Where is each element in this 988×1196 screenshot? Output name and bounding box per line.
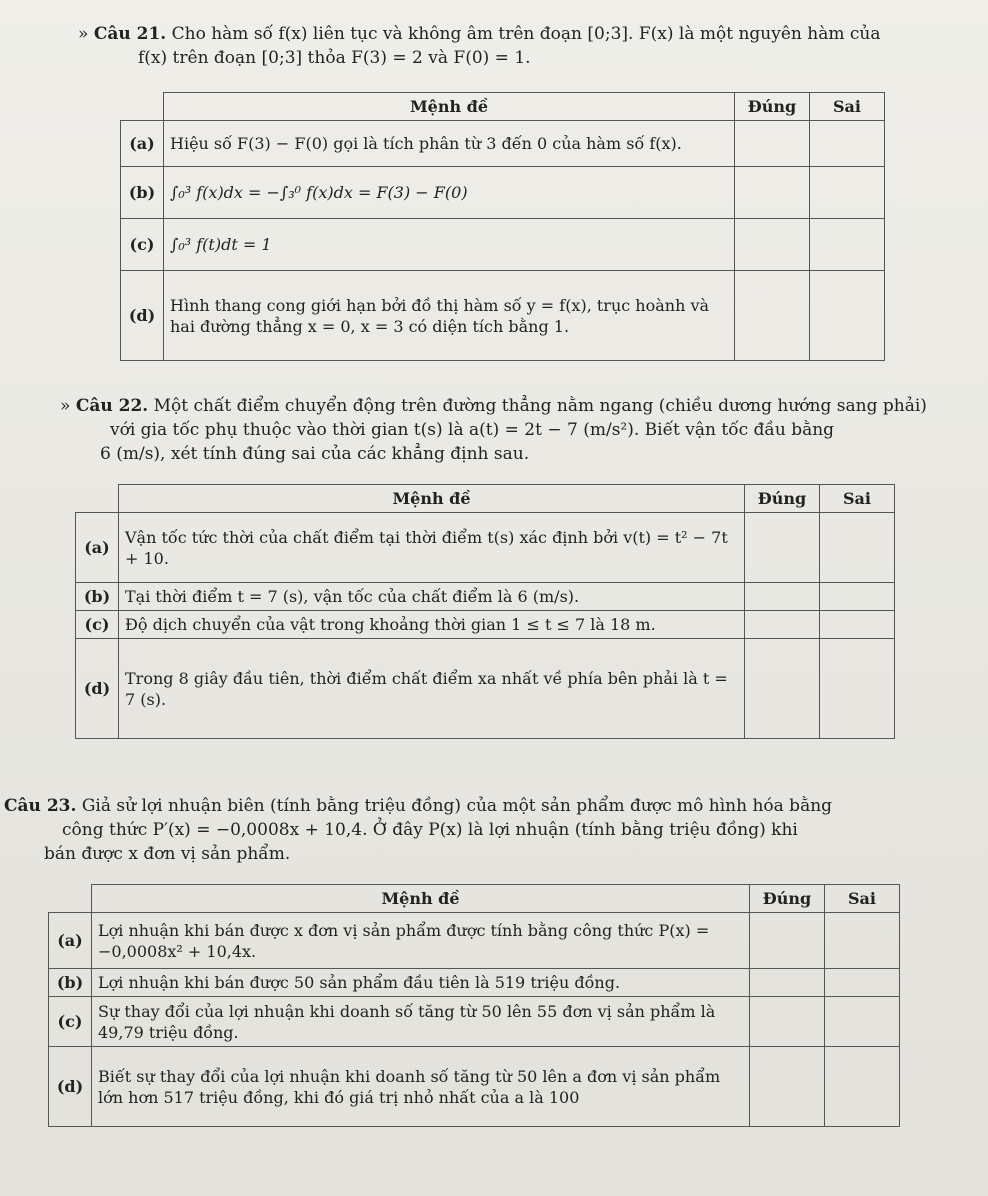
row-statement: Tại thời điểm t = 7 (s), vận tốc của chất điểm là 6 (m/s).	[119, 583, 745, 611]
question-22-table	[75, 484, 895, 739]
header-statement: Mệnh đề	[164, 93, 735, 121]
row-label: (b)	[76, 583, 119, 611]
question-21-label: Câu 21.	[93, 24, 167, 44]
table-row	[121, 219, 885, 271]
question-22-line2: với gia tốc phụ thuộc vào thời gian t(s) là a(t) = 2t − 7 (m/s²). Biết vận tốc đầu bằng	[110, 420, 835, 440]
false-checkbox-cell[interactable]	[820, 583, 895, 611]
row-statement: Trong 8 giây đầu tiên, thời điểm chất điểm xa nhất về phía bên phải là t = 7 (s).	[119, 639, 745, 739]
true-checkbox-cell[interactable]	[735, 167, 810, 219]
table-header	[121, 93, 885, 121]
row-statement: Hình thang cong giới hạn bởi đồ thị hàm số y = f(x), trục hoành và hai đường thẳng x = 0, x = 3 có diện tích bằng 1.	[164, 271, 735, 361]
row-label: (b)	[49, 969, 92, 997]
header-statement: Mệnh đề	[92, 885, 750, 913]
table-header	[76, 485, 895, 513]
true-checkbox-cell[interactable]	[750, 1047, 825, 1127]
question-21: » Câu 21. Cho hàm số f(x) liên tục và không âm trên đoạn [0;3]. F(x) là một nguyên hàm của f(x) trên đoạn [0;3] thỏa F(3) = 2 và F(0) = 1.	[78, 24, 881, 68]
table-row	[76, 513, 895, 583]
header-statement: Mệnh đề	[119, 485, 745, 513]
row-statement: Lợi nhuận khi bán được 50 sản phẩm đầu tiên là 519 triệu đồng.	[92, 969, 750, 997]
row-label: (c)	[121, 219, 164, 271]
false-checkbox-cell[interactable]	[820, 611, 895, 639]
table-row	[49, 1047, 900, 1127]
true-checkbox-cell[interactable]	[745, 611, 820, 639]
row-statement: Hiệu số F(3) − F(0) gọi là tích phân từ 3 đến 0 của hàm số f(x).	[164, 121, 735, 167]
question-23-line2: công thức P′(x) = −0,0008x + 10,4. Ở đây P(x) là lợi nhuận (tính bằng triệu đồng) khi	[62, 820, 798, 840]
question-22-label: Câu 22.	[75, 396, 149, 416]
row-label: (d)	[121, 271, 164, 361]
true-checkbox-cell[interactable]	[745, 513, 820, 583]
row-label: (d)	[49, 1047, 92, 1127]
table-row	[49, 913, 900, 969]
table-row	[121, 121, 885, 167]
true-checkbox-cell[interactable]	[750, 913, 825, 969]
header-false: Sai	[825, 885, 900, 913]
false-checkbox-cell[interactable]	[810, 271, 885, 361]
row-label: (a)	[121, 121, 164, 167]
false-checkbox-cell[interactable]	[820, 639, 895, 739]
question-22-line3: 6 (m/s), xét tính đúng sai của các khẳng định sau.	[100, 444, 530, 464]
table-row	[76, 583, 895, 611]
table-row	[49, 997, 900, 1047]
row-statement: ∫₀³ f(x)dx = −∫₃⁰ f(x)dx = F(3) − F(0)	[164, 167, 735, 219]
question-21-line2: f(x) trên đoạn [0;3] thỏa F(3) = 2 và F(0) = 1.	[138, 48, 531, 68]
table-row	[121, 167, 885, 219]
question-23-line3: bán được x đơn vị sản phẩm.	[44, 844, 291, 864]
false-checkbox-cell[interactable]	[825, 997, 900, 1047]
false-checkbox-cell[interactable]	[825, 1047, 900, 1127]
row-statement: Biết sự thay đổi của lợi nhuận khi doanh số tăng từ 50 lên a đơn vị sản phẩm lớn hơn 517 triệu đồng, khi đó giá trị nhỏ nhất của a là 100	[92, 1047, 750, 1127]
row-label: (c)	[49, 997, 92, 1047]
false-checkbox-cell[interactable]	[825, 913, 900, 969]
question-21-table	[120, 92, 885, 361]
row-label: (c)	[76, 611, 119, 639]
question-23-table	[48, 884, 900, 1127]
header-false: Sai	[810, 93, 885, 121]
true-checkbox-cell[interactable]	[745, 639, 820, 739]
false-checkbox-cell[interactable]	[810, 121, 885, 167]
row-label: (a)	[76, 513, 119, 583]
header-false: Sai	[820, 485, 895, 513]
question-22: » Câu 22. Một chất điểm chuyển động trên đường thẳng nằm ngang (chiều dương hướng sang phải) với gia tốc phụ thuộc vào thời gian t(s) là a(t) = 2t − 7 (m/s²). Biết vận tốc đầu bằng 6 (m/s), xét tính đúng sai của các khẳng định sau.	[60, 396, 927, 464]
question-22-line1: Một chất điểm chuyển động trên đường thẳng nằm ngang (chiều dương hướng sang phải)	[153, 396, 927, 416]
header-true: Đúng	[750, 885, 825, 913]
row-statement: Độ dịch chuyển của vật trong khoảng thời gian 1 ≤ t ≤ 7 là 18 m.	[119, 611, 745, 639]
header-true: Đúng	[735, 93, 810, 121]
row-statement: ∫₀³ f(t)dt = 1	[164, 219, 735, 271]
row-label: (b)	[121, 167, 164, 219]
question-21-line1: Cho hàm số f(x) liên tục và không âm trên đoạn [0;3]. F(x) là một nguyên hàm của	[171, 24, 881, 44]
false-checkbox-cell[interactable]	[820, 513, 895, 583]
false-checkbox-cell[interactable]	[810, 167, 885, 219]
true-checkbox-cell[interactable]	[735, 271, 810, 361]
row-statement: Sự thay đổi của lợi nhuận khi doanh số tăng từ 50 lên 55 đơn vị sản phẩm là 49,79 triệu đồng.	[92, 997, 750, 1047]
table-row	[76, 611, 895, 639]
true-checkbox-cell[interactable]	[750, 997, 825, 1047]
row-statement: Vận tốc tức thời của chất điểm tại thời điểm t(s) xác định bởi v(t) = t² − 7t + 10.	[119, 513, 745, 583]
header-true: Đúng	[745, 485, 820, 513]
true-checkbox-cell[interactable]	[735, 219, 810, 271]
row-label: (a)	[49, 913, 92, 969]
row-label: (d)	[76, 639, 119, 739]
question-23	[4, 794, 884, 866]
question-23-line1: Giả sử lợi nhuận biên (tính bằng triệu đồng) của một sản phẩm được mô hình hóa bằng	[81, 796, 833, 816]
table-row	[49, 969, 900, 997]
table-row	[121, 271, 885, 361]
question-23-label: Câu 23.	[4, 796, 77, 816]
true-checkbox-cell[interactable]	[750, 969, 825, 997]
true-checkbox-cell[interactable]	[745, 583, 820, 611]
table-row	[76, 639, 895, 739]
false-checkbox-cell[interactable]	[825, 969, 900, 997]
false-checkbox-cell[interactable]	[810, 219, 885, 271]
true-checkbox-cell[interactable]	[735, 121, 810, 167]
row-statement: Lợi nhuận khi bán được x đơn vị sản phẩm được tính bằng công thức P(x) = −0,0008x² + 10,4x.	[92, 913, 750, 969]
table-header	[49, 885, 900, 913]
